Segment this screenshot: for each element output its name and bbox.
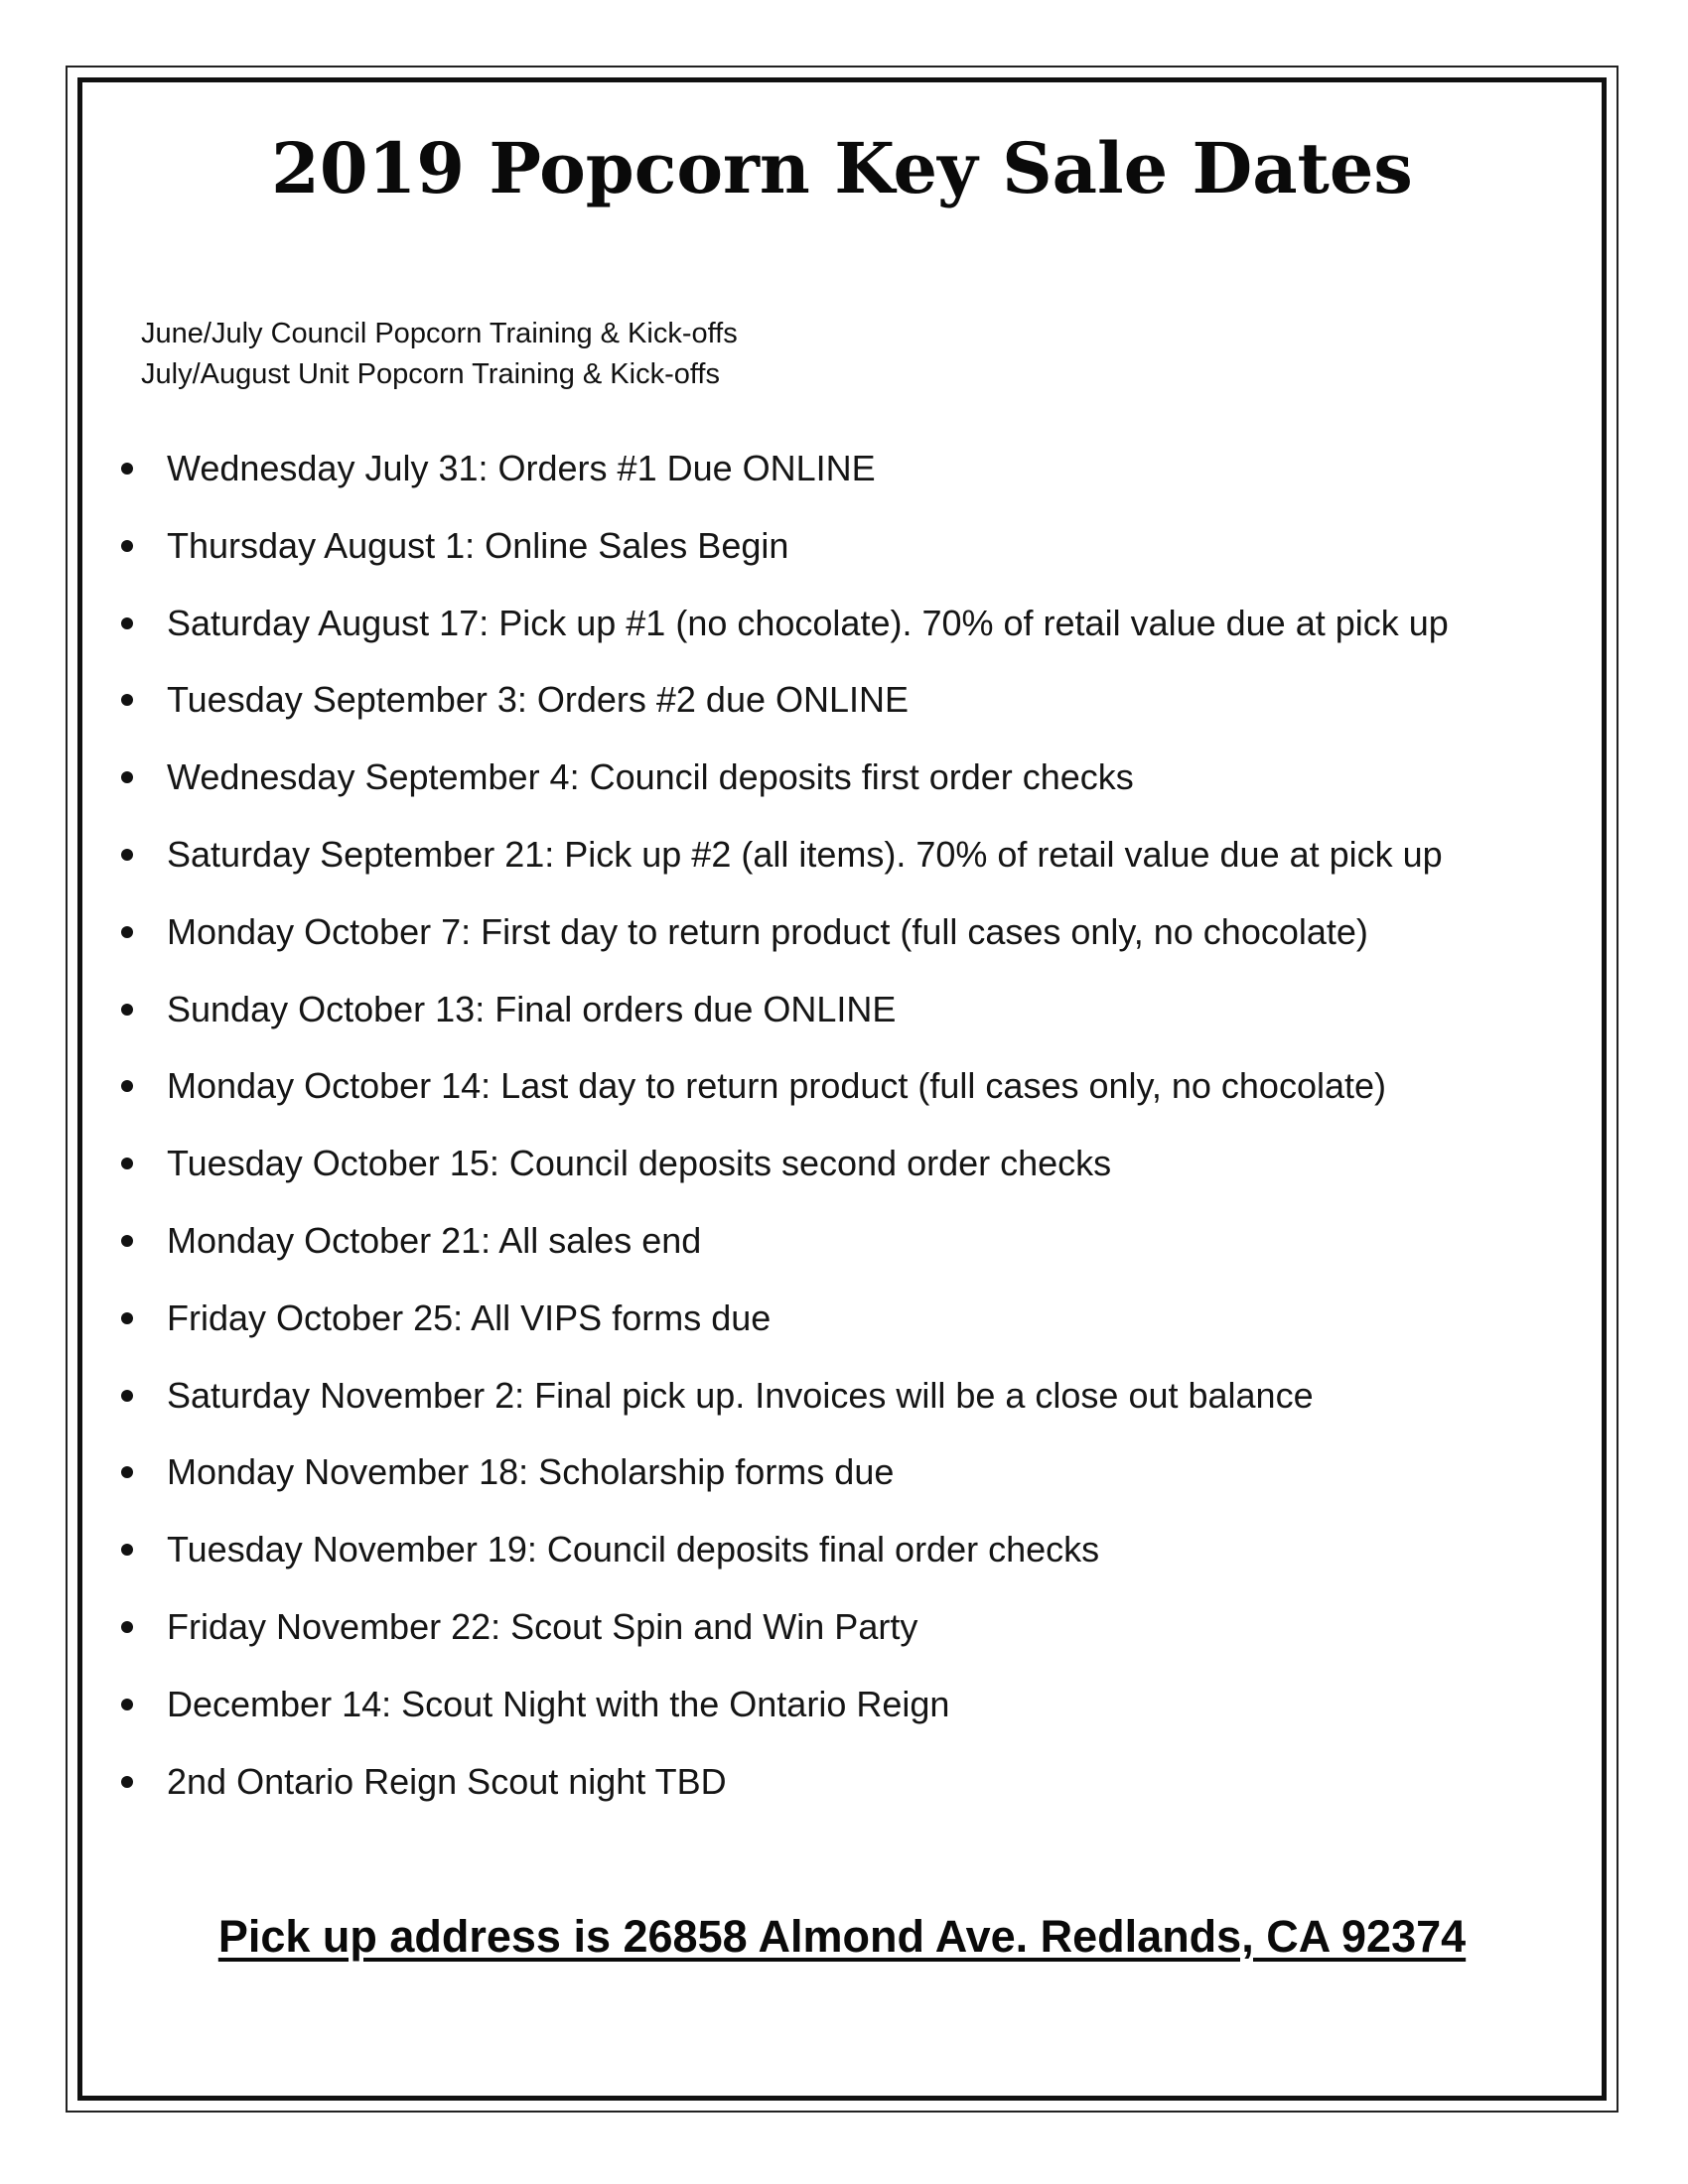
bullet-icon xyxy=(121,1621,133,1633)
bullet-icon xyxy=(121,1235,133,1247)
date-text: Tuesday November 19: Council deposits final order checks xyxy=(167,1529,1100,1570)
intro-block xyxy=(141,314,738,395)
intro-line-council-training: June/July Council Popcorn Training & Kick-offs xyxy=(141,318,738,349)
list-item xyxy=(109,520,1599,598)
date-text: Tuesday October 15: Council deposits second order checks xyxy=(167,1143,1112,1184)
bullet-icon xyxy=(121,1158,133,1169)
date-text: Friday November 22: Scout Spin and Win Party xyxy=(167,1605,918,1647)
list-item xyxy=(109,443,1599,520)
date-text: Saturday August 17: Pick up #1 (no chocolate). 70% of retail value due at pick up xyxy=(167,602,1449,643)
date-text: Tuesday September 3: Orders #2 due ONLINE xyxy=(167,679,910,721)
list-item xyxy=(109,906,1599,984)
bullet-icon xyxy=(121,849,133,861)
bullet-icon xyxy=(121,1776,133,1788)
date-text: 2nd Ontario Reign Scout night TBD xyxy=(167,1760,727,1802)
date-text: Wednesday July 31: Orders #1 Due ONLINE xyxy=(167,448,876,488)
bullet-icon xyxy=(121,1544,133,1556)
list-item xyxy=(109,1215,1599,1293)
list-item xyxy=(109,1679,1599,1756)
date-text: Monday October 7: First day to return product (full cases only, no chocolate) xyxy=(167,910,1368,952)
bullet-icon xyxy=(121,694,133,706)
bullet-icon xyxy=(121,926,133,938)
bullet-icon xyxy=(121,1312,133,1324)
date-text: Monday November 18: Scholarship forms due xyxy=(167,1451,895,1493)
list-item xyxy=(109,829,1599,906)
page-title: 2019 Popcorn Key Sale Dates xyxy=(271,127,1413,209)
bullet-icon xyxy=(121,1699,133,1710)
key-dates-list xyxy=(109,443,1599,1833)
intro-line-unit-training: July/August Unit Popcorn Training & Kick-offs xyxy=(141,358,720,390)
bullet-icon xyxy=(121,463,133,475)
list-item xyxy=(109,674,1599,751)
date-text: Monday October 21: All sales end xyxy=(167,1219,702,1261)
date-text: Saturday September 21: Pick up #2 (all items). 70% of retail value due at pick up xyxy=(167,833,1443,875)
bullet-icon xyxy=(121,1080,133,1092)
bullet-icon xyxy=(121,1004,133,1016)
list-item xyxy=(109,1601,1599,1679)
list-item xyxy=(109,1138,1599,1215)
date-text: Friday October 25: All VIPS forms due xyxy=(167,1297,772,1338)
pickup-address: Pick up address is 26858 Almond Ave. Redlands, CA 92374 xyxy=(217,1911,1467,1962)
date-text: Saturday November 2: Final pick up. Invoices will be a close out balance xyxy=(167,1374,1314,1416)
date-text: Thursday August 1: Online Sales Begin xyxy=(167,524,789,566)
bullet-icon xyxy=(121,1390,133,1402)
list-item xyxy=(109,1524,1599,1601)
list-item xyxy=(109,984,1599,1061)
bullet-icon xyxy=(121,617,133,629)
list-item xyxy=(109,1370,1599,1447)
date-text: Sunday October 13: Final orders due ONLINE xyxy=(167,988,897,1029)
list-item xyxy=(109,751,1599,829)
bullet-icon xyxy=(121,1466,133,1478)
date-text: Wednesday September 4: Council deposits first order checks xyxy=(167,756,1134,798)
list-item xyxy=(109,1446,1599,1524)
bullet-icon xyxy=(121,771,133,783)
list-item xyxy=(109,1756,1599,1834)
date-text: Monday October 14: Last day to return product (full cases only, no chocolate) xyxy=(167,1065,1386,1107)
list-item xyxy=(109,1060,1599,1138)
list-item xyxy=(109,598,1599,675)
date-text: December 14: Scout Night with the Ontario Reign xyxy=(167,1683,950,1724)
list-item xyxy=(109,1293,1599,1370)
bullet-icon xyxy=(121,540,133,552)
